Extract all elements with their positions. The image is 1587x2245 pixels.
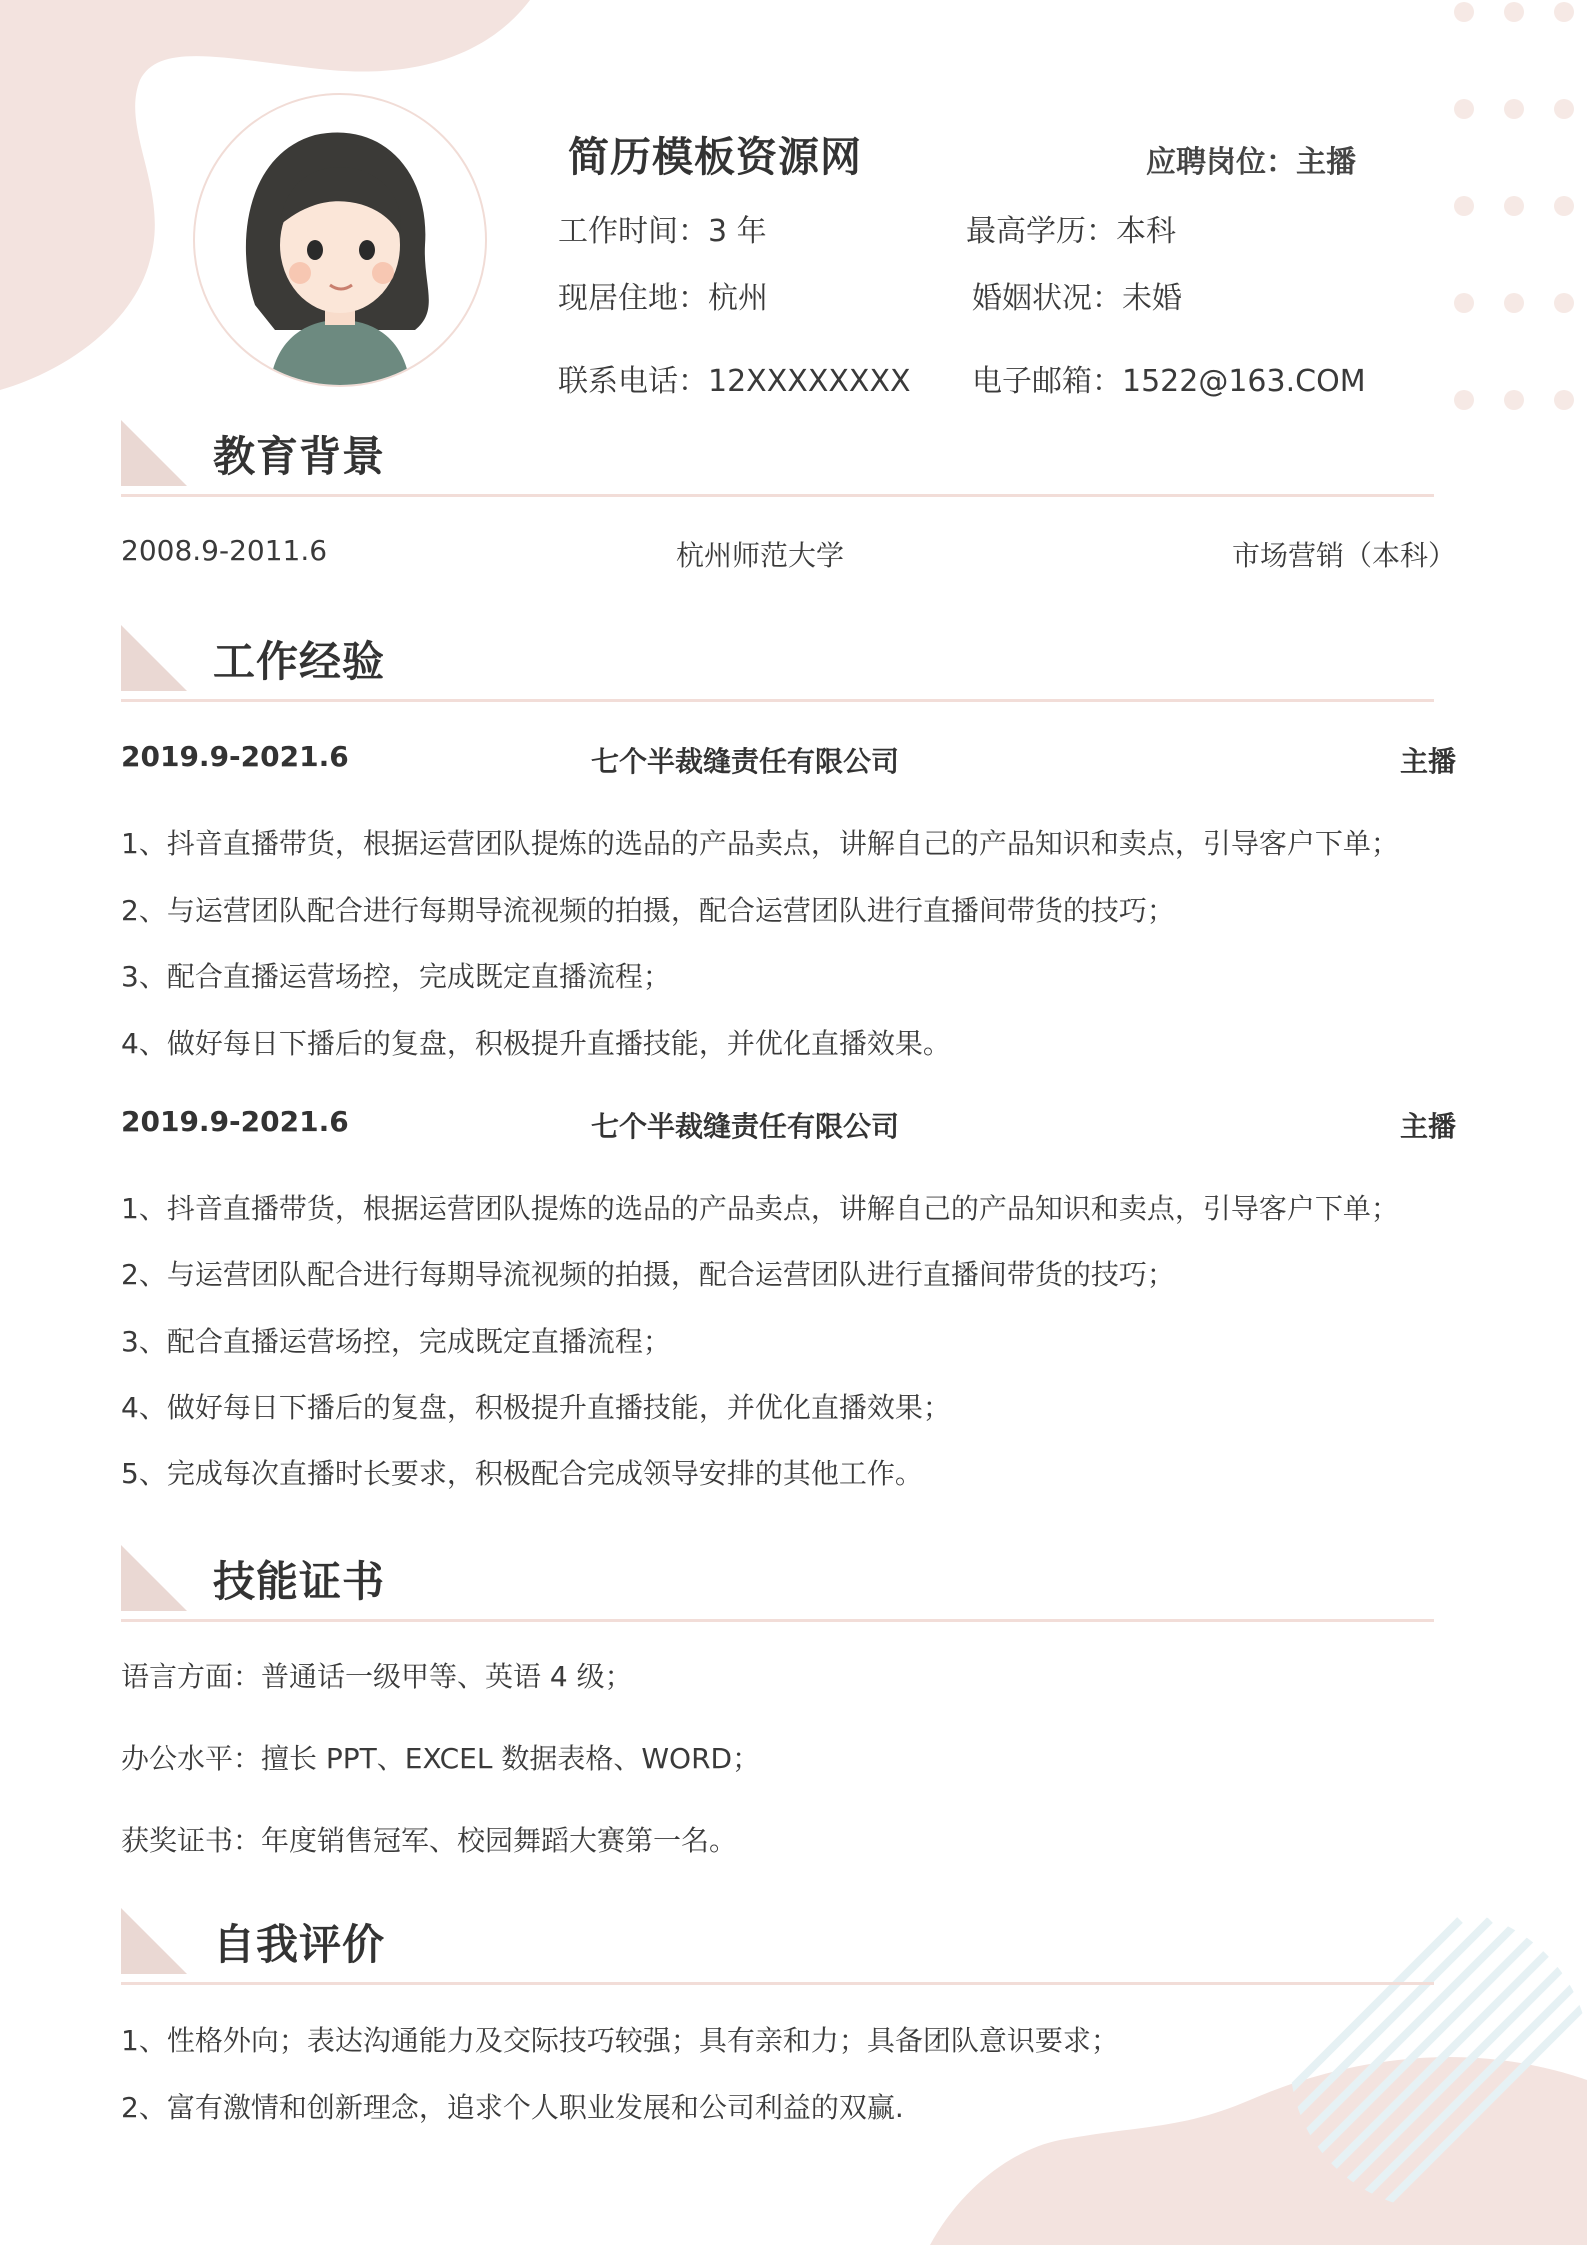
section-skills (121, 1545, 1434, 1625)
applied-position: 应聘岗位：主播 (1146, 145, 1356, 180)
phone: 联系电话：12XXXXXXXX (558, 364, 911, 399)
section-marker (121, 1545, 187, 1611)
section-divider (121, 1619, 1434, 1622)
education-school: 杭州师范大学 (676, 539, 845, 572)
education-period: 2008.9-2011.6 (121, 534, 328, 567)
job-company: 七个半裁缝责任有限公司 (591, 1110, 900, 1143)
job-duty: 1、抖音直播带货，根据运营团队提炼的选品的产品卖点，讲解自己的产品知识和卖点，引导客户下单； (121, 827, 1399, 860)
dot-grid (1450, 0, 1587, 420)
job-period: 2019.9-2021.6 (121, 1105, 349, 1138)
section-title: 技能证书 (213, 1557, 386, 1606)
job-role: 主播 (1399, 1110, 1456, 1143)
section-divider (121, 699, 1434, 702)
job-duty: 3、配合直播运营场控，完成既定直播流程； (121, 960, 671, 993)
marital-status: 婚姻状况：未婚 (972, 281, 1182, 316)
job-duty: 5、完成每次直播时长要求，积极配合完成领导安排的其他工作。 (121, 1457, 923, 1490)
education-major: 市场营销（本科） (1231, 539, 1456, 572)
candidate-name: 简历模板资源网 (568, 133, 862, 181)
skill-item: 获奖证书：年度销售冠军、校园舞蹈大赛第一名。 (121, 1824, 738, 1857)
work-time: 工作时间：3 年 (558, 214, 767, 249)
bottom-right-blob (930, 2057, 1587, 2245)
job-company: 七个半裁缝责任有限公司 (591, 745, 900, 778)
job-duty: 4、做好每日下播后的复盘，积极提升直播技能，并优化直播效果； (121, 1391, 951, 1424)
job-duty: 1、抖音直播带货，根据运营团队提炼的选品的产品卖点，讲解自己的产品知识和卖点，引导客户下单； (121, 1192, 1399, 1225)
job-duty: 2、与运营团队配合进行每期导流视频的拍摄，配合运营团队进行直播间带货的技巧； (121, 1258, 1175, 1291)
skill-item: 办公水平：擅长 PPT、EXCEL 数据表格、WORD； (121, 1742, 761, 1775)
section-title: 工作经验 (213, 637, 386, 686)
education-level: 最高学历：本科 (966, 214, 1176, 249)
section-education (121, 420, 1434, 500)
email: 电子邮箱：1522@163.COM (972, 364, 1366, 399)
section-self-evaluation (121, 1908, 1434, 1988)
job-duty: 3、配合直播运营场控，完成既定直播流程； (121, 1325, 671, 1358)
self-item: 2、富有激情和创新理念，追求个人职业发展和公司利益的双赢. (121, 2091, 904, 2124)
job-role: 主播 (1399, 745, 1456, 778)
section-divider (121, 494, 1434, 497)
section-work (121, 625, 1434, 705)
section-marker (121, 625, 187, 691)
avatar (193, 93, 487, 387)
avatar-illustration (195, 95, 485, 385)
section-title: 自我评价 (213, 1920, 386, 1969)
section-divider (121, 1982, 1434, 1985)
skill-item: 语言方面：普通话一级甲等、英语 4 级； (121, 1660, 633, 1693)
self-item: 1、性格外向；表达沟通能力及交际技巧较强；具有亲和力；具备团队意识要求； (121, 2024, 1119, 2057)
job-period: 2019.9-2021.6 (121, 740, 349, 773)
section-marker (121, 420, 187, 486)
job-duty: 4、做好每日下播后的复盘，积极提升直播技能，并优化直播效果。 (121, 1027, 951, 1060)
job-duty: 2、与运营团队配合进行每期导流视频的拍摄，配合运营团队进行直播间带货的技巧； (121, 894, 1175, 927)
section-marker (121, 1908, 187, 1974)
section-title: 教育背景 (213, 432, 386, 481)
residence: 现居住地：杭州 (558, 281, 768, 316)
